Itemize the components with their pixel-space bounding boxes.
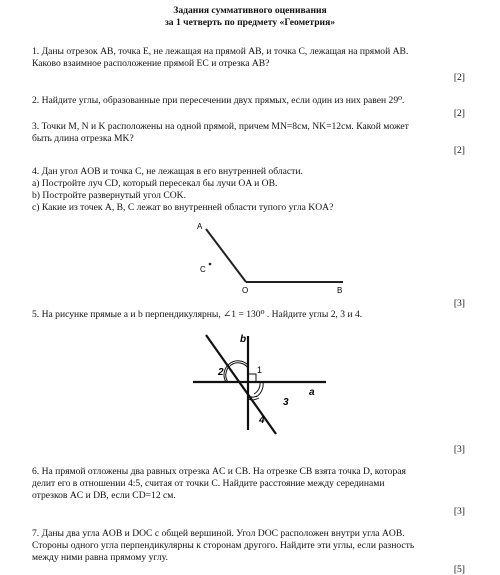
label-3: 3 [283,397,289,408]
task-4-score: [3] [453,298,465,309]
task-2-score: [2] [453,108,465,119]
task-4-line-4: c) Какие из точек A, B, C лежат во внутренней области тупого угла KOA? [32,202,334,213]
point-c-dot [209,263,212,266]
task-6-score: [3] [453,506,465,517]
page-subtitle: за 1 четверть по предмету «Геометрия» [164,17,336,28]
task-2-line-1: 2. Найдите углы, образованные при пересечении двух прямых, если один из них равен 29⁰. [32,95,405,106]
task-1-line-2: Каково взаимное расположение прямой EC и отрезка AB? [32,58,270,69]
task-4-line-2: a) Постройте луч CD, который пересекал бы лучи OA и OB. [32,178,278,189]
page-title: Задания суммативного оценивания [173,5,327,16]
label-2: 2 [218,367,224,378]
task-4-line-3: b) Постройте развернутый угол COK. [32,190,186,201]
task-7-line-2: Стороны одного угла перпендикулярны к сторонам другого. Найдите эти углы, если разность [32,540,415,551]
task-1-score: [2] [453,72,465,83]
task-5-line-1: 5. На рисунке прямые a и b перпендикулярны, ∠1 = 130⁰ . Найдите углы 2, 3 и 4. [32,309,363,320]
label-c: C [200,265,206,274]
angle-3-arc [254,382,260,394]
angle-3-arc-outer [256,382,263,397]
label-1: 1 [257,365,263,375]
label-o: O [242,286,249,295]
task-4-line-1: 4. Дан угол AOB и точка C, не лежащая в его внутренней области. [32,166,303,177]
label-b: b [240,334,247,345]
label-a: A [197,222,203,231]
task-6-line-3: отрезков AC и DB, если CD=12 см. [32,490,176,501]
ray-oa [206,229,246,282]
task-1-line-1: 1. Даны отрезок AB, точка E, не лежащая на прямой AB, и точка C, лежащая на прямой AB. [32,46,409,57]
task-7-line-1: 7. Даны два угла AOB и DOC с общей вершиной. Угол DOC расположен внутри угла AOB. [32,528,405,539]
task-3-line-2: быть длина отрезка MK? [32,133,134,144]
task-6-line-1: 6. На прямой отложены два равных отрезка AC и CB. На отрезке CB взята точка D, которая [32,466,406,477]
task-4-figure [180,215,360,300]
label-4: 4 [259,415,265,426]
label-b: B [337,286,343,295]
label-a: a [309,387,315,398]
task-7-line-3: между ними равна прямому углу. [32,552,168,563]
angle-4-arc [248,396,257,397]
task-3-score: [2] [453,145,465,156]
right-angle-mark [248,374,256,382]
line-transversal [206,335,276,434]
task-7-score: [5] [453,564,465,575]
task-5-score: [3] [453,444,465,455]
task-6-line-2: делит его в отношении 4:5, считая от точки C. Найдите расстояние между серединами [32,478,385,489]
task-5-figure [190,325,330,440]
task-3-line-1: 3. Точки M, N и K расположены на одной прямой, причем MN=8см, NK=12см. Какой может [32,121,409,132]
